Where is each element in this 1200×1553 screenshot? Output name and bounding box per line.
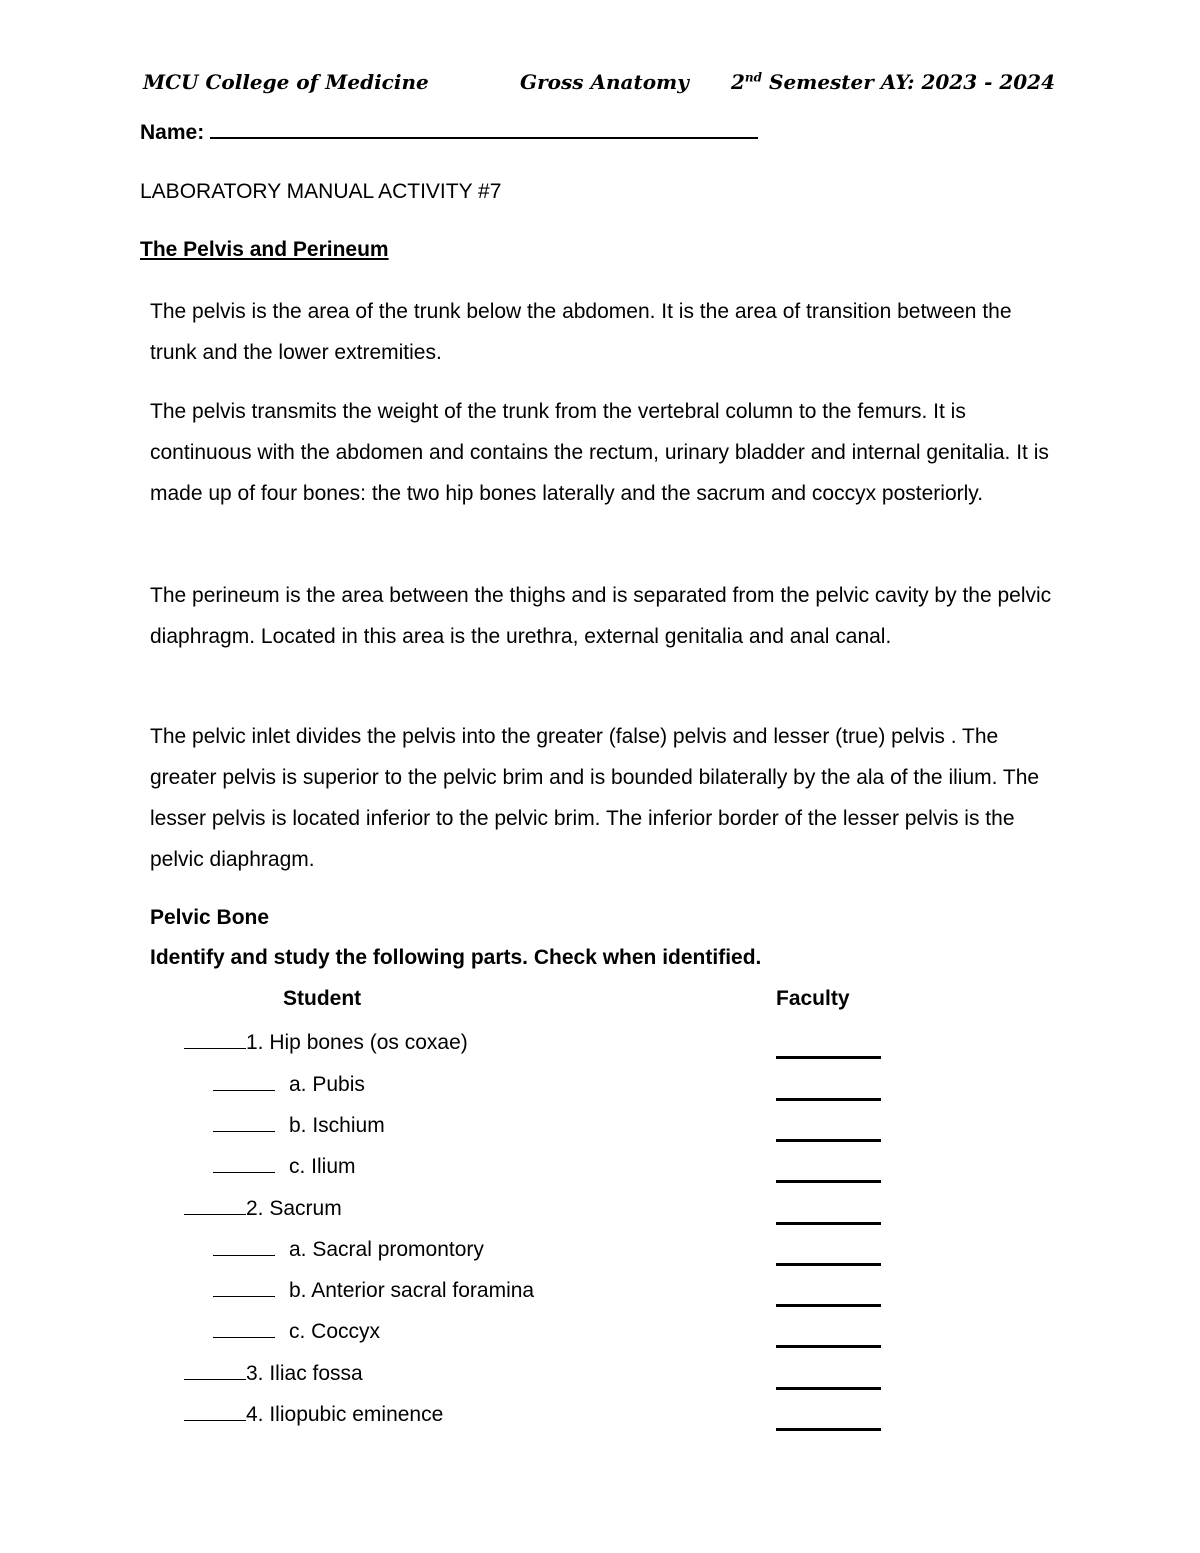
faculty-column-header: Faculty — [776, 987, 850, 1010]
faculty-check-blank[interactable] — [776, 1139, 881, 1142]
faculty-check-blank[interactable] — [776, 1428, 881, 1431]
semester-number: 2 — [730, 70, 745, 94]
student-check-blank[interactable] — [184, 1400, 246, 1421]
item-label: a. Pubis — [289, 1073, 365, 1096]
item-label: 3. Iliac fossa — [246, 1362, 363, 1385]
student-check-blank[interactable] — [213, 1152, 275, 1173]
checklist-row — [0, 1111, 1200, 1152]
faculty-check-blank[interactable] — [776, 1263, 881, 1266]
item-label: a. Sacral promontory — [289, 1238, 484, 1261]
faculty-check-blank[interactable] — [776, 1304, 881, 1307]
paragraph-pelvis-intro: The pelvis is the area of the trunk below the abdomen. It is the area of transition between the trunk and the lower extremities. — [150, 300, 1012, 364]
faculty-check-blank[interactable] — [776, 1056, 881, 1059]
activity-title: LABORATORY MANUAL ACTIVITY #7 — [140, 180, 502, 203]
paragraph-pelvic-inlet: The pelvic inlet divides the pelvis into the greater (false) pelvis and lesser (true) pelvis . The greater pelvis is superior to the pelvic brim and is bounded bilaterally by the ala of the ilium. The lesser pelvis is located inferior to the pelvic brim. The inferior border of the lesser pelvis is the pelvic diaphragm. — [150, 725, 1040, 871]
student-column-header: Student — [283, 987, 362, 1010]
student-check-blank[interactable] — [213, 1070, 275, 1091]
semester-text: Semester AY: 2023 - 2024 — [762, 70, 1055, 94]
student-check-blank[interactable] — [213, 1111, 275, 1132]
page-header — [143, 70, 1055, 100]
checklist-row — [0, 1317, 1200, 1358]
checklist-title: Pelvic Bone — [150, 906, 270, 929]
checklist-row — [0, 1028, 1200, 1069]
student-check-blank[interactable] — [213, 1317, 275, 1338]
faculty-check-blank[interactable] — [776, 1345, 881, 1348]
item-label: 4. Iliopubic eminence — [246, 1403, 444, 1426]
item-label: b. Ischium — [289, 1114, 385, 1137]
checklist-instruction: Identify and study the following parts. Check when identified. — [150, 946, 762, 969]
name-label: Name: — [140, 121, 205, 144]
semester-info — [731, 70, 1055, 94]
section-title: The Pelvis and Perineum — [140, 238, 389, 261]
name-field[interactable] — [210, 117, 758, 139]
checklist-row — [0, 1235, 1200, 1276]
student-check-blank[interactable] — [184, 1028, 246, 1049]
checklist-row — [0, 1194, 1200, 1235]
faculty-check-blank[interactable] — [776, 1387, 881, 1390]
item-label: c. Coccyx — [289, 1320, 381, 1343]
school-name: MCU College of Medicine — [143, 70, 429, 94]
paragraph-pelvis-function: The pelvis transmits the weight of the trunk from the vertebral column to the femurs. It is continuous with the abdomen and contains the rectum, urinary bladder and internal genitalia. It is made up of four bones: the two hip bones laterally and the sacrum and coccyx posteriorly. — [150, 400, 1049, 505]
faculty-check-blank[interactable] — [776, 1180, 881, 1183]
item-label: 2. Sacrum — [246, 1197, 342, 1220]
student-check-blank[interactable] — [213, 1235, 275, 1256]
name-row — [140, 117, 758, 145]
checklist-row — [0, 1276, 1200, 1317]
student-check-blank[interactable] — [213, 1276, 275, 1297]
item-label: b. Anterior sacral foramina — [289, 1279, 535, 1302]
checklist-row — [0, 1070, 1200, 1111]
item-label: c. Ilium — [289, 1155, 356, 1178]
paragraph-perineum: The perineum is the area between the thighs and is separated from the pelvic cavity by the pelvic diaphragm. Located in this area is the urethra, external genitalia and anal canal. — [150, 584, 1052, 648]
checklist-row — [0, 1400, 1200, 1441]
checklist-row — [0, 1152, 1200, 1193]
course-name: Gross Anatomy — [520, 70, 689, 94]
faculty-check-blank[interactable] — [776, 1098, 881, 1101]
semester-ordinal: nd — [744, 70, 763, 85]
student-check-blank[interactable] — [184, 1359, 246, 1380]
item-label: 1. Hip bones (os coxae) — [246, 1031, 468, 1054]
checklist-row — [0, 1359, 1200, 1400]
faculty-check-blank[interactable] — [776, 1222, 881, 1225]
student-check-blank[interactable] — [184, 1194, 246, 1215]
